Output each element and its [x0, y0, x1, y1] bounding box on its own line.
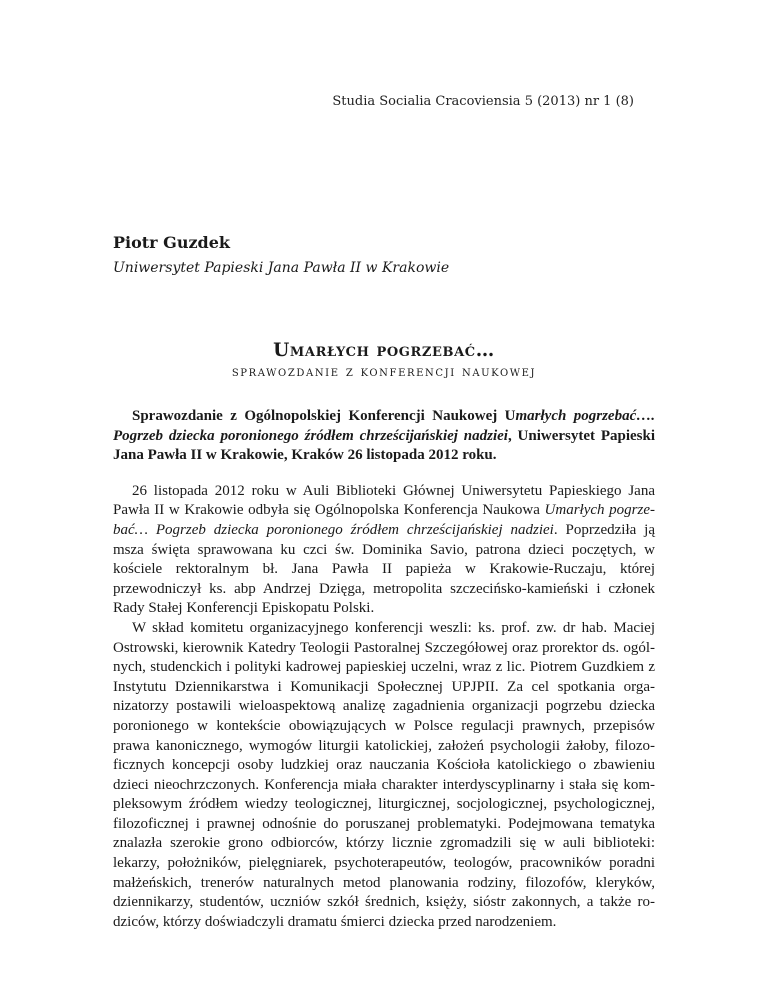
article-title: Umarłych pogrzebać…	[273, 340, 495, 361]
paragraph-1-conference-title: Umarłych pogrzebać… Pogrzeb dziecka poronionego źródłem chrześcijańskiej nadziei	[113, 502, 655, 538]
journal-header: Studia Socialia Cracoviensia 5 (2013) nr 1 (8)	[332, 94, 634, 109]
body-paragraph-1	[113, 482, 655, 619]
article-body	[113, 407, 655, 932]
lead-conference-title: marłych pogrzebać…. Pogrzeb dziecka poronionego źródłem chrześcijańskiej nadziei	[113, 408, 655, 444]
paragraph-1-part-1: 26 listopada 2012 roku w Auli Biblioteki Głównej Uniwersytetu Papieskiego Jana Pawła II w Krakowie odbyła się Ogólnopolska Konferencja Naukowa	[113, 482, 655, 519]
lead-suffix: , Uniwersytet Papieski Jana Pawła II w Krakowie, Kraków 26 listopada 2012 roku.	[113, 427, 655, 464]
lead-paragraph	[113, 407, 655, 466]
article-title-block	[0, 340, 768, 380]
paragraph-1-part-2: . Poprzedziła ją msza święta sprawowana ku czci św. Dominika Savio, patrona dzieci poczętych, w kościele rektoralnym bł. Jana Pawła II papieża w Krakowie-Ruczaju, której przewodniczył ks. abp Andrzej Dzięga, metropolita szczecińsko-kamieński i członek Rady Stałej Konferencji Episkopatu Polski.	[113, 521, 655, 617]
lead-prefix: Sprawozdanie z Ogólnopolskiej Konferencji Naukowej U	[132, 408, 516, 424]
author-name: Piotr Guzdek	[113, 233, 231, 252]
article-subtitle: sprawozdanie z konferencji naukowej	[231, 364, 537, 380]
body-paragraph-2: W skład komitetu organizacyjnego konferencji weszli: ks. prof. zw. dr hab. Maciej Ostrowski, kierownik Katedry Teologii Pastoralnej Szczegółowej oraz prorektor ds. ogólnych, studenckich i polityki kadrowej papieskiej uczelni, wraz z lic. Piotrem Guzdkiem z Instytutu Dziennikarstwa i Komunikacji Społecznej UPJPII. Za cel spotkania organizatorzy postawili wieloaspektową analizę zagadnienia organizacji pogrzebu dziecka poronionego w kontekście obowiązujących w Polsce regulacji prawnych, przepisów prawa kanonicznego, wymogów liturgii katolickiej, założeń psychologii żałoby, filozoficznych koncepcji osoby ludzkiej oraz nauczania Kościoła katolickiego o zbawieniu dzieci nieochrzczonych. Konferencja miała charakter interdyscyplinarny i stała się kompleksowym źródłem wiedzy teologicznej, liturgicznej, socjologicznej, psychologicznej, filozoficznej i prawnej odnośnie do poruszanej problematyki. Podejmowana tematyka znalazła szerokie grono odbiorców, którzy licznie zgromadzili się w auli biblioteki: lekarzy, położników, pielęgniarek, psychoterapeutów, teologów, pracowników poradni małżeńskich, trenerów naturalnych metod planowania rodziny, filozofów, kleryków, dziennikarzy, studentów, uczniów szkół średnich, księży, sióstr zakonnych, a także rodziców, którzy doświadczyli dramatu śmierci dziecka przed narodzeniem.	[113, 619, 655, 930]
author-affiliation: Uniwersytet Papieski Jana Pawła II w Krakowie	[113, 260, 450, 276]
